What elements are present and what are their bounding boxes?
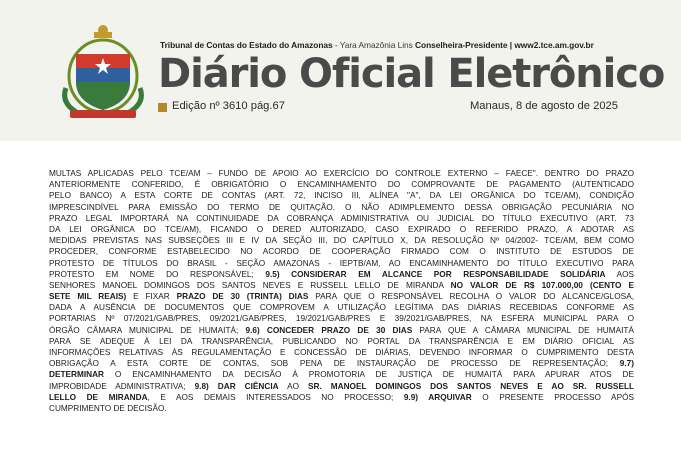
text-segment: DA LEI ORGÂNICA DO TCE/AM), FICANDO O DERED AUTORIZADO, CASO EXPIRADO O REFERIDO PRAZO, A ADOTAR AS (49, 224, 634, 234)
document-body (49, 168, 634, 414)
body-text-line (49, 280, 634, 291)
tribunal-line (160, 40, 675, 50)
tribunal-name: Tribunal de Contas do Estado do Amazonas (160, 40, 333, 50)
text-segment: PROTESTO EM NOME DO RESPONSÁVEL; (49, 269, 266, 279)
body-text-line (49, 224, 634, 235)
bold-text-segment: DETERMINAR (49, 370, 104, 380)
body-text-line (49, 246, 634, 257)
text-segment: PARA QUE A CÂMARA MUNICIPAL DE HUMAITÁ (412, 325, 634, 335)
website-link[interactable]: | www2.tce.am.gov.br (507, 40, 594, 50)
masthead (0, 0, 681, 141)
president-role: Conselheira-Presidente (415, 40, 508, 50)
edition-marker-icon (158, 103, 167, 112)
text-segment: MEDIDAS PREVISTAS NAS SUBSEÇÕES III E IV DA SEÇÃO III, DO CAPÍTULO X, DA RESOLUÇÃO Nº 04/2002- TCE/AM, BEM COMO (49, 236, 634, 246)
body-text-line (49, 213, 634, 224)
text-segment: , E AOS DEMAIS INTERESSADOS NO PROCESSO; (147, 392, 404, 402)
text-segment: PRAZO LEGAL IMPORTARÁ NA CONTINUIDADE DA COBRANÇA ADMINISTRATIVA OU JUDICIAL DO TÍTULO EXECUTIVO (ART. 73 (49, 213, 634, 223)
bold-text-segment: 9.8) DAR CIÊNCIA (194, 381, 279, 391)
body-text-line (49, 358, 634, 369)
text-segment: PROTESTO DE TÍTULOS DO BRASIL - SEÇÃO AMAZONAS - IEPTB/AM, AO ENCAMINHAMENTO DO TÍTULO EXECUTIVO PARA (49, 258, 634, 268)
text-segment: ANTERIORMENTE CONFERIDO, É OBRIGATÓRIO O ENCAMINHAMENTO DO COMPROVANTE DE PAGAMENTO (AUTENTICADO (49, 180, 634, 190)
body-text-line (49, 202, 634, 213)
text-segment: AO (278, 381, 309, 391)
body-text-line (49, 403, 634, 414)
body-text-line (49, 313, 634, 324)
bold-text-segment: 9.9) ARQUIVAR (403, 392, 472, 402)
edition-number: Edição nº 3610 pág.67 (172, 100, 285, 112)
body-text-line (49, 291, 634, 302)
bold-text-segment: NO VALOR DE R$ 107.000,00 (CENTO E (450, 280, 634, 290)
text-segment: INFORMAÇÕES RELATIVAS ÀS REGULAMENTAÇÃO E CONCESSÃO DE DIÁRIAS, DEVENDO INFORMAR O CUMPRIMENTO DESTA (49, 348, 634, 357)
text-segment: PARA QUE O RESPONSÁVEL RECOLHA O VALOR DO ALCANCE/GLOSA, (308, 292, 634, 302)
body-text-line (49, 369, 634, 380)
text-segment: PARA SE ADEQUE À LEI DA TRANSPARÊNCIA, PUBLICANDO NO PORTAL DA TRANSPARÊNCIA E EM DIÁRIO OFICIAL AS (49, 336, 634, 346)
text-segment: OBRIGAÇÃO A ESTA CORTE DE CONTAS, SOB PENA DE INSTAURAÇÃO DE PROCESSO DE REPRESENTAÇÃO; (49, 359, 620, 369)
text-segment: ÓRGÃO CÂMARA MUNICIPAL DE HUMAITÁ; (49, 325, 246, 335)
body-text-line (49, 190, 634, 201)
body-text-line (49, 168, 634, 179)
text-segment: PORTARIAS Nº 07/2021/GAB/PRES, 09/2021/GAB/PRES, 19/2021/GAB/PRES E 39/2021/GAB/PRES, NA ESFERA MUNICIPAL PARA O (49, 314, 634, 324)
publication-date: Manaus, 8 de agosto de 2025 (469, 100, 618, 112)
bold-text-segment: 9.5) CONSIDERAR EM ALCANCE POR RESPONSABILIDADE SOLIDÁRIA (265, 269, 606, 279)
text-segment: IMPRESCINDÍVEL PARA EMISSÃO DO TERMO DE QUITAÇÃO. O NÃO ADIMPLEMENTO DESSA OBRIGAÇÃO PECUNIÁRIA NO (49, 202, 634, 212)
bold-text-segment: 9.6) CONCEDER PRAZO DE 30 DIAS (245, 325, 413, 335)
bold-text-segment: SETE MIL REAIS) (49, 292, 127, 302)
text-segment: MULTAS APLICADAS PELO TCE/AM – FUNDO DE APOIO AO EXERCÍCIO DO CONTROLE EXTERNO – FAECE". DENTRO DO PRAZO (49, 169, 634, 178)
page-title: Diário Oficial Eletrônico (158, 51, 665, 97)
body-text-line (49, 336, 634, 347)
body-text-line (49, 347, 634, 358)
body-text-line (49, 258, 634, 269)
bold-text-segment: LELLO DE MIRANDA (49, 392, 148, 402)
president-name: - Yara Amazônia Lins (332, 40, 416, 50)
state-coat-of-arms-icon (56, 18, 150, 122)
text-segment: IMPROBIDADE ADMINISTRATIVA; (49, 381, 195, 391)
text-segment: E FIXAR (126, 292, 177, 302)
body-text-line (49, 381, 634, 392)
text-segment: AOS (605, 269, 634, 279)
text-segment: O ENCAMINHAMENTO DA DECISÃO À PROMOTORIA DE JUSTIÇA DE HUMAITÁ PARA APURAR ATOS DE (104, 370, 634, 380)
body-text-line (49, 235, 634, 246)
text-segment: O PRESENTE PROCESSO APÓS (471, 392, 634, 402)
bold-text-segment: SR. MANOEL DOMINGOS DOS SANTOS NEVES E AO SR. RUSSELL (308, 381, 634, 391)
bold-text-segment: PRAZO DE 30 (TRINTA) DIAS (176, 292, 309, 302)
text-segment: PROCEDER, CONFORME ESTABELECIDO NO ACORDO DE COOPERAÇÃO FIRMADO COM O INSTITUTO DE ESTUDOS DE (49, 247, 634, 257)
body-text-line (49, 325, 634, 336)
bold-text-segment: 9.7) (619, 359, 634, 369)
body-text-line (49, 269, 634, 280)
body-text-line (49, 179, 634, 190)
text-segment: DADA A AUSÊNCIA DE DOCUMENTOS QUE COMPROVEM A UTILIZAÇÃO LEGÍTIMA DAS DIÁRIAS RECEBIDAS CONFORME AS (49, 303, 634, 313)
edition-row (158, 100, 618, 116)
body-text-line (49, 392, 634, 403)
text-segment: SENHORES MANOEL DOMINGOS DOS SANTOS NEVES E RUSSELL LELLO DE MIRANDA (49, 280, 451, 290)
text-segment: CUMPRIMENTO DE DECISÃO. (49, 403, 167, 413)
body-text-line (49, 302, 634, 313)
text-segment: PELO BANCO) A ESTA CORTE DE CONTAS (ART. 72, INCISO III, ALÍNEA "A", DA LEI ORGÂNICA DO TCE/AM), CONDIÇÃO (49, 191, 634, 201)
